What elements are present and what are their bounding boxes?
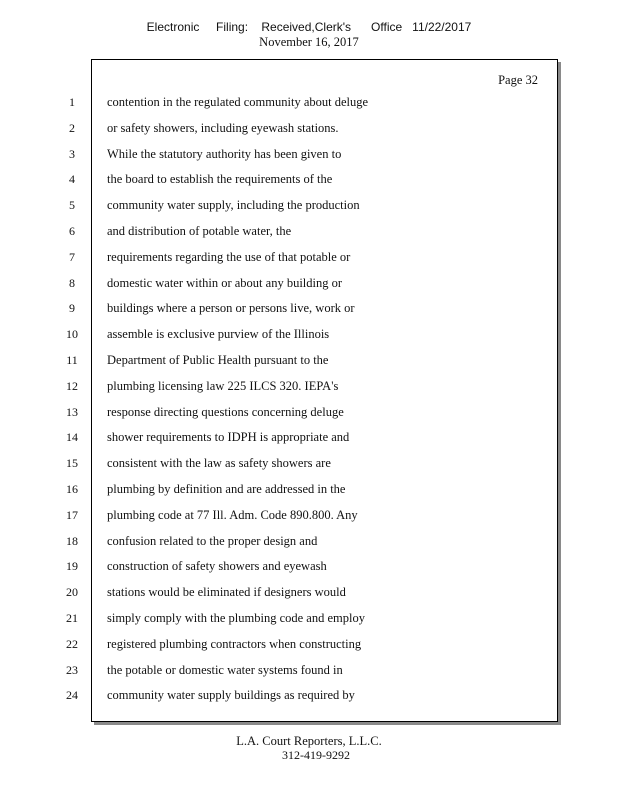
line-number: 2 [69, 120, 75, 135]
transcript-line: consistent with the law as safety showers are [107, 456, 331, 471]
line-number: 1 [69, 95, 75, 109]
line-number: 17 [66, 507, 78, 522]
line-number: 10 [66, 327, 78, 342]
line-number: 20 [66, 585, 78, 600]
transcript-line: contention in the regulated community about deluge [107, 95, 369, 109]
transcript-line: response directing questions concerning deluge [107, 404, 344, 419]
line-number: 11 [66, 352, 78, 367]
transcript-line: Department of Public Health pursuant to the [107, 352, 329, 367]
transcript-line: the potable or domestic water systems found in [107, 662, 343, 677]
transcript-line: plumbing code at 77 Ill. Adm. Code 890.800. Any [107, 507, 358, 522]
transcript-line: requirements regarding the use of that potable or [107, 249, 351, 264]
line-number: 18 [66, 533, 78, 548]
transcript-line: construction of safety showers and eyewash [107, 559, 327, 574]
line-number: 22 [66, 636, 78, 651]
line-number: 8 [69, 275, 75, 290]
line-number: 23 [66, 662, 78, 677]
transcript-line: community water supply, including the production [107, 198, 360, 213]
line-number-column [58, 94, 86, 713]
header-date: November 16, 2017 [259, 35, 359, 49]
transcript-line: registered plumbing contractors when constructing [107, 636, 362, 651]
page-number: Page 32 [498, 73, 538, 87]
transcript-line: simply comply with the plumbing code and employ [107, 610, 365, 625]
transcript-line: confusion related to the proper design and [107, 533, 318, 548]
line-number: 12 [66, 378, 78, 393]
transcript-line: plumbing by definition and are addressed in the [107, 481, 346, 496]
line-number: 16 [66, 481, 78, 496]
line-number: 4 [69, 172, 75, 187]
line-number: 15 [66, 456, 78, 471]
line-number: 9 [69, 301, 75, 316]
line-number: 13 [66, 404, 78, 419]
transcript-line: shower requirements to IDPH is appropriate and [107, 430, 350, 445]
transcript-line: community water supply buildings as required by [107, 688, 355, 703]
transcript-line: plumbing licensing law 225 ILCS 320. IEPA's [107, 378, 339, 393]
transcript-line: the board to establish the requirements of the [107, 172, 333, 187]
line-number: 21 [66, 610, 78, 625]
transcript-line: While the statutory authority has been given to [107, 146, 342, 161]
line-number: 7 [69, 249, 75, 264]
transcript-line: assemble is exclusive purview of the Illinois [107, 327, 330, 342]
line-number: 6 [69, 223, 75, 238]
transcript-page-frame [91, 59, 558, 722]
footer-reporter-phone: 312-419-9292 [282, 748, 350, 762]
transcript-line: domestic water within or about any building or [107, 275, 343, 290]
transcript-line: and distribution of potable water, the [107, 223, 292, 238]
transcript-line: or safety showers, including eyewash stations. [107, 120, 339, 135]
line-number: 24 [66, 688, 78, 703]
line-number: 5 [69, 198, 75, 213]
transcript-line: buildings where a person or persons live, work or [107, 301, 355, 316]
transcript-text [107, 94, 368, 713]
line-number: 19 [66, 559, 78, 574]
line-number: 3 [69, 146, 75, 161]
filing-stamp: Electronic Filing: Received,Clerk's Office 11/22/2017 [146, 20, 472, 34]
line-number: 14 [66, 430, 78, 445]
footer-reporter-name: L.A. Court Reporters, L.L.C. [236, 734, 382, 748]
transcript-line: stations would be eliminated if designers would [107, 585, 346, 600]
